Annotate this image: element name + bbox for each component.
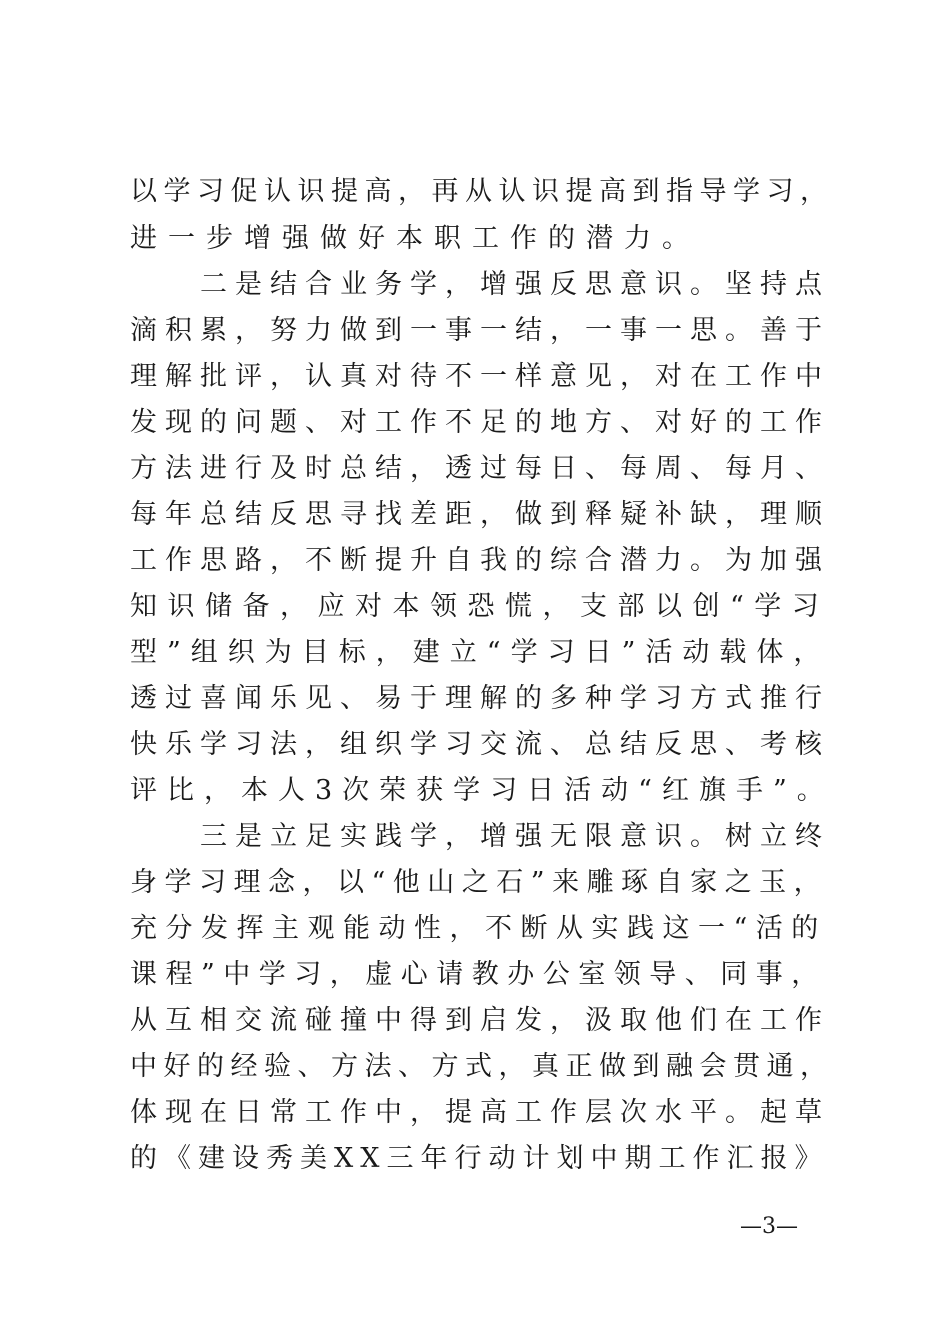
text-line-6: 发现的问题、对工作不足的地方、对好的工作 — [130, 407, 830, 438]
text-line-2: 进一步增强做好本职工作的潜力。 — [130, 223, 700, 254]
text-line-3: 二是结合业务学，增强反思意识。坚持点 — [200, 269, 830, 300]
text-line-10: 知识储备，应对本领恐慌，支部以创“学习 — [130, 591, 830, 622]
text-line-16: 身学习理念，以“他山之石”来雕琢自家之玉， — [130, 867, 829, 898]
text-line-13: 快乐学习法，组织学习交流、总结反思、考核 — [130, 729, 830, 760]
text-line-9: 工作思路，不断提升自我的综合潜力。为加强 — [130, 545, 830, 576]
text-line-1: 以学习促认识提高，再从认识提高到指导学习， — [130, 176, 834, 207]
text-line-17: 充分发挥主观能动性，不断从实践这一“活的 — [130, 913, 827, 944]
text-line-4: 滴积累，努力做到一事一结，一事一思。善于 — [130, 315, 830, 346]
text-line-8: 每年总结反思寻找差距，做到释疑补缺，理顺 — [130, 499, 830, 530]
text-line-22: 的《建设秀美XX三年行动计划中期工作汇报》 — [130, 1143, 829, 1174]
text-line-12: 透过喜闻乐见、易于理解的多种学习方式推行 — [130, 683, 830, 714]
text-line-20: 中好的经验、方法、方式，真正做到融会贯通， — [130, 1051, 834, 1082]
text-line-7: 方法进行及时总结，透过每日、每周、每月、 — [130, 453, 830, 484]
text-line-18: 课程”中学习，虚心请教办公室领导、同事， — [130, 959, 827, 990]
page-number: —3— — [740, 1214, 798, 1239]
text-line-21: 体现在日常工作中，提高工作层次水平。起草 — [130, 1097, 830, 1128]
text-line-15: 三是立足实践学，增强无限意识。树立终 — [200, 821, 830, 852]
text-line-19: 从互相交流碰撞中得到启发，汲取他们在工作 — [130, 1005, 830, 1036]
text-line-11: 型”组织为目标，建立“学习日”活动载体， — [130, 637, 831, 668]
text-line-5: 理解批评，认真对待不一样意见，对在工作中 — [130, 361, 830, 392]
text-line-14: 评比，本人3次荣获学习日活动“红旗手”。 — [130, 775, 834, 806]
